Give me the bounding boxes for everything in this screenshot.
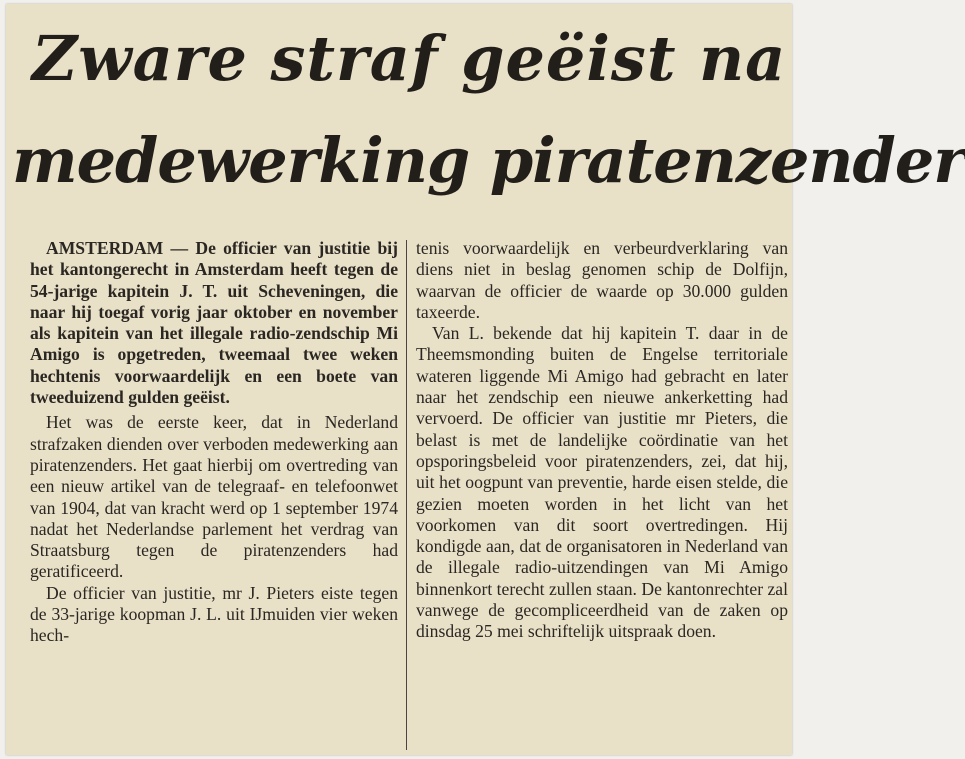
column-divider [406,240,407,750]
lead-paragraph: AMSTERDAM — De officier van justitie bij het kantongerecht in Amsterdam heeft tegen de 54-jarige kapitein J. T. uit Scheveningen, die naar hij toegaf vorig jaar oktober en november als kapitein van het illegale radio-zendschip Mi Amigo is opgetreden, tweemaal twee weken hechtenis voorwaardelijk en een boete van tweeduizend gulden geëist. [30,238,398,408]
newspaper-clipping [6,4,965,755]
paragraph: Het was de eerste keer, dat in Nederland strafzaken dienden over verboden medewerking aan piratenzenders. Het gaat hierbij om overtreding van een nieuw artikel van de telegraaf- en telefoonwet van 1904, dat van kracht werd op 1 september 1974 nadat het Nederlandse parlement het verdrag van Straatsburg tegen de piratenzenders had geratificeerd. [30,412,398,582]
paragraph: Van L. bekende dat hij kapitein T. daar in de Theemsmonding buiten de Engelse territoriale wateren liggende Mi Amigo had gebracht en later naar het zendschip een nieuwe ankerketting had vervoerd. De officier van justitie mr Pieters, die belast is met de landelijke coördinatie van het opsporingsbeleid voor piratenzenders, zei, dat hij, uit het oogpunt van preventie, harde eisen stelde, die gezien moeten worden in het licht van het voorkomen van dit soort overtredingen. Hij kondigde aan, dat de organisatoren in Nederland van de illegale radio-uitzendingen van Mi Amigo binnenkort terecht zullen staan. De kantonrechter zal vanwege de gecompliceerdheid van de zaken op dinsdag 25 mei schriftelijk uitspraak doen. [416,323,788,642]
paragraph: De officier van justitie, mr J. Pieters eiste tegen de 33-jarige koopman J. L. uit IJmuiden vier weken hech- [30,582,398,646]
article-column-1 [30,238,398,647]
headline-line-2: medewerking piratenzender [12,124,965,197]
article-column-2 [416,238,788,643]
headline-line-1: Zware straf geëist na [32,22,787,95]
paragraph: tenis voorwaardelijk en verbeurdverklaring van diens niet in beslag genomen schip de Dolfijn, waarvan de officier de waarde op 30.000 gulden taxeerde. [416,238,788,322]
